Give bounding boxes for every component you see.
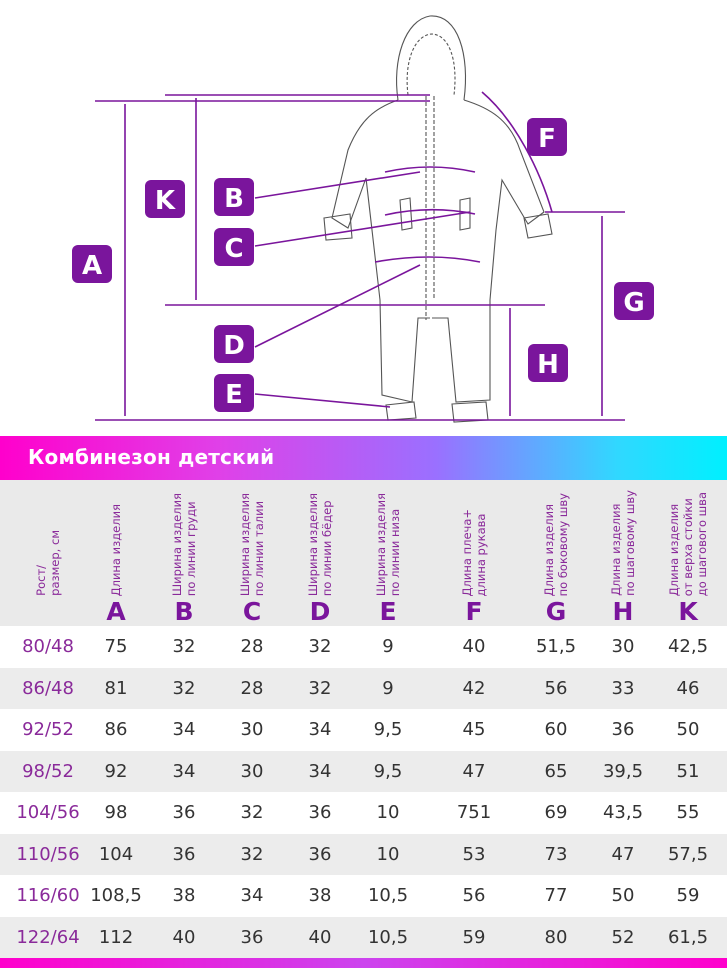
bottom-bar [0,958,727,968]
value-cell-c: 30 [240,760,264,782]
column-description: Ширина изделия по линии низа [374,492,402,596]
value-cell-c: 28 [240,636,264,657]
size-cell: 98/52 [22,760,74,782]
value-cell-b: 34 [172,719,196,740]
value-cell-h: 43,5 [602,802,644,823]
value-cell-h: 50 [611,885,635,906]
value-cell-h: 47 [611,843,635,865]
value-cell-c: 34 [240,885,264,906]
label-d [214,325,254,363]
value-cell-a: 108,5 [90,885,142,906]
value-cell-c: 32 [240,802,264,823]
value-cell-a: 86 [104,719,128,740]
value-cell-k: 57,5 [667,843,709,865]
value-cell-f: 45 [462,719,486,740]
table-row [0,751,727,793]
table-row [0,668,727,710]
value-cell-e: 9,5 [373,719,403,740]
label-g [614,282,654,320]
table-row [0,875,727,917]
size-cell: 80/48 [22,636,74,657]
column-description: Длина изделия [109,503,123,596]
value-cell-d: 34 [308,760,332,782]
garment-diagram [0,0,727,436]
column-letter: E [379,597,397,626]
column-letter: K [678,597,698,626]
column-header-b [150,480,218,626]
svg-text:A: A [81,251,103,281]
value-cell-g: 56 [544,677,568,699]
value-cell-c: 36 [240,926,264,948]
column-header-g [522,480,590,626]
label-b [214,178,254,216]
table-row [0,626,727,668]
value-cell-a: 75 [104,636,128,657]
column-letter: B [174,597,194,626]
label-a [72,245,112,283]
column-header-c [218,480,286,626]
value-cell-e: 9,5 [373,760,403,782]
value-cell-e: 10 [376,843,400,865]
table-title: Комбинезон детский [28,445,275,469]
svg-text:H: H [537,350,559,380]
column-header-k [654,480,722,626]
value-cell-k: 46 [676,677,700,699]
value-cell-a: 98 [104,802,128,823]
svg-text:F: F [538,124,556,154]
table-row [0,917,727,959]
table-row [0,709,727,751]
table-row [0,792,727,834]
value-cell-e: 9 [382,677,394,699]
value-cell-a: 81 [104,677,128,699]
column-description: Ширина изделия по линии груди [170,492,198,596]
value-cell-d: 38 [308,885,332,906]
column-header-e [354,480,422,626]
value-cell-f: 40 [462,636,486,657]
value-cell-e: 10,5 [367,885,409,906]
value-cell-g: 80 [544,926,568,948]
column-letter: C [242,597,262,626]
svg-text:K: K [154,186,176,216]
value-cell-g: 73 [544,843,568,865]
value-cell-d: 36 [308,843,332,865]
table-title-bar [0,436,727,480]
size-cell: 104/56 [16,802,80,823]
svg-text:B: B [224,184,244,214]
value-cell-e: 9 [382,636,394,657]
value-cell-h: 33 [611,677,635,699]
table-row [0,834,727,876]
value-cell-h: 39,5 [602,760,644,782]
label-e [214,374,254,412]
value-cell-b: 32 [172,677,196,699]
value-cell-e: 10 [376,802,400,823]
svg-text:D: D [223,331,245,361]
column-description: Ширина изделия по линии талии [238,492,266,596]
value-cell-c: 28 [240,677,264,699]
column-letter: H [612,597,634,626]
value-cell-b: 32 [172,636,196,657]
value-cell-h: 52 [611,926,635,948]
value-cell-k: 51 [676,760,700,782]
label-c [214,228,254,266]
value-cell-d: 36 [308,802,332,823]
value-cell-f: 56 [462,885,486,906]
value-cell-k: 59 [676,885,700,906]
value-cell-g: 69 [544,802,568,823]
column-description: Длина изделия по боковому шву [542,492,570,596]
label-h [528,344,568,382]
column-header-d [286,480,354,626]
size-cell: 92/52 [22,719,74,740]
value-cell-d: 32 [308,677,332,699]
value-cell-a: 112 [98,926,134,948]
value-cell-f: 59 [462,926,486,948]
column-description: Длина изделия от верха стойки до шагового шва [667,491,709,596]
table-header [0,480,727,626]
column-letter: G [545,597,567,626]
value-cell-g: 60 [544,719,568,740]
value-cell-k: 50 [676,719,700,740]
value-cell-d: 32 [308,636,332,657]
column-letter: D [309,597,331,626]
column-description: Длина плеча+ длина рукава [460,508,488,596]
value-cell-b: 38 [172,885,196,906]
value-cell-d: 40 [308,926,332,948]
size-cell: 86/48 [22,677,74,699]
column-description: Ширина изделия по линии бёдер [306,492,334,596]
size-cell: 116/60 [16,885,80,906]
body-outline [332,100,430,402]
column-letter: F [465,597,483,626]
column-description: Длина изделия по шаговому шву [609,490,637,596]
value-cell-b: 36 [172,802,196,823]
column-header-h [589,480,657,626]
value-cell-f: 751 [456,802,492,823]
svg-text:G: G [623,288,645,318]
column-header-f [440,480,508,626]
value-cell-c: 32 [240,843,264,865]
size-cell: 122/64 [16,926,80,948]
value-cell-f: 42 [462,677,486,699]
value-cell-g: 77 [544,885,568,906]
value-cell-b: 34 [172,760,196,782]
value-cell-f: 53 [462,843,486,865]
size-table-body [0,626,727,958]
value-cell-b: 40 [172,926,196,948]
size-column-header [14,480,82,626]
column-letter: A [106,597,126,626]
value-cell-g: 51,5 [535,636,577,657]
label-f [527,118,567,156]
value-cell-c: 30 [240,719,264,740]
svg-text:E: E [225,380,243,410]
value-cell-h: 36 [611,719,635,740]
value-cell-k: 55 [676,802,700,823]
value-cell-k: 42,5 [667,636,709,657]
column-header-a [82,480,150,626]
svg-text:C: C [224,234,244,264]
value-cell-a: 104 [98,843,134,865]
label-k [145,180,185,218]
value-cell-h: 30 [611,636,635,657]
value-cell-g: 65 [544,760,568,782]
value-cell-f: 47 [462,760,486,782]
size-header-label: Рост/ размер, см [34,530,62,596]
value-cell-b: 36 [172,843,196,865]
size-cell: 110/56 [16,843,80,865]
value-cell-e: 10,5 [367,926,409,948]
value-cell-a: 92 [104,760,128,782]
value-cell-k: 61,5 [667,926,709,948]
value-cell-d: 34 [308,719,332,740]
